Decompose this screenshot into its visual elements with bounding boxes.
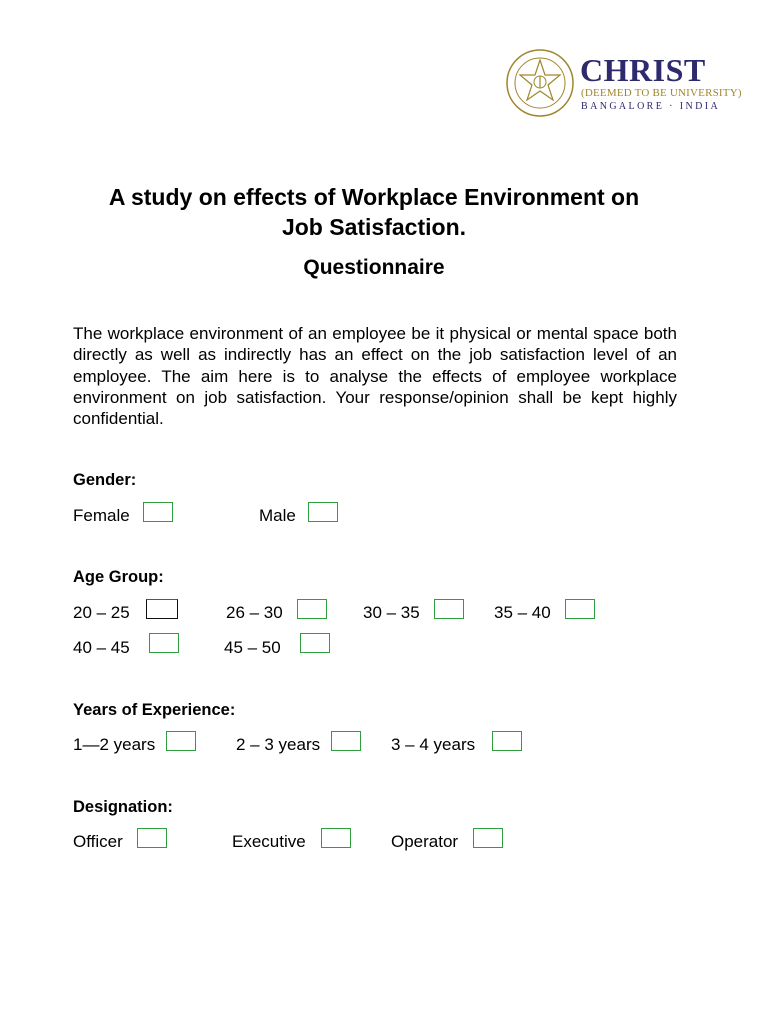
document-subtitle: Questionnaire	[303, 256, 445, 279]
logo-subtitle: (DEEMED TO BE UNIVERSITY)	[581, 87, 742, 99]
gender-label: Gender:	[73, 471, 137, 489]
experience-1-2-checkbox[interactable]	[166, 731, 196, 751]
gender-option-female-label: Female	[73, 506, 130, 525]
age-option-20-25-label: 20 – 25	[73, 603, 130, 622]
age-option-30-35-label: 30 – 35	[363, 603, 420, 622]
designation-option-executive-label: Executive	[232, 832, 306, 851]
age-35-40-checkbox[interactable]	[565, 599, 595, 619]
age-30-35-checkbox[interactable]	[434, 599, 464, 619]
age-group-label: Age Group:	[73, 568, 164, 586]
intro-paragraph: The workplace environment of an employee be it physical or mental space both directly as well as indirectly has an effect on the job satisfaction level of an employee. The aim here is to analyse the effects of employee workplace environment on job satisfaction. Your response/opinion shall be kept highly confidential.	[73, 324, 677, 429]
designation-option-officer-label: Officer	[73, 832, 123, 851]
title-line-1: A study on effects of Workplace Environment on	[108, 184, 640, 210]
logo-location: BANGALORE · INDIA	[581, 101, 721, 112]
experience-3-4-checkbox[interactable]	[492, 731, 522, 751]
designation-option-operator-label: Operator	[391, 832, 459, 851]
designation-executive-checkbox[interactable]	[321, 828, 351, 848]
title-line-2: Job Satisfaction.	[281, 214, 467, 240]
age-option-35-40-label: 35 – 40	[494, 603, 551, 622]
logo-name: CHRIST	[580, 52, 706, 88]
gender-option-male-label: Male	[259, 506, 296, 525]
designation-label: Designation:	[73, 798, 173, 816]
university-seal-icon	[505, 48, 575, 118]
document-title	[40, 182, 708, 242]
age-45-50-checkbox[interactable]	[300, 633, 330, 653]
experience-option-2-3-label: 2 – 3 years	[236, 735, 321, 754]
age-option-45-50-label: 45 – 50	[224, 638, 281, 657]
designation-officer-checkbox[interactable]	[137, 828, 167, 848]
experience-label: Years of Experience:	[73, 701, 236, 719]
experience-2-3-checkbox[interactable]	[331, 731, 361, 751]
designation-operator-checkbox[interactable]	[473, 828, 503, 848]
age-option-40-45-label: 40 – 45	[73, 638, 130, 657]
experience-option-1-2-label: 1—2 years	[73, 735, 156, 754]
age-20-25-checkbox[interactable]	[146, 599, 178, 619]
age-40-45-checkbox[interactable]	[149, 633, 179, 653]
gender-male-checkbox[interactable]	[308, 502, 338, 522]
age-26-30-checkbox[interactable]	[297, 599, 327, 619]
gender-female-checkbox[interactable]	[143, 502, 173, 522]
experience-option-3-4-label: 3 – 4 years	[391, 735, 476, 754]
age-option-26-30-label: 26 – 30	[226, 603, 283, 622]
